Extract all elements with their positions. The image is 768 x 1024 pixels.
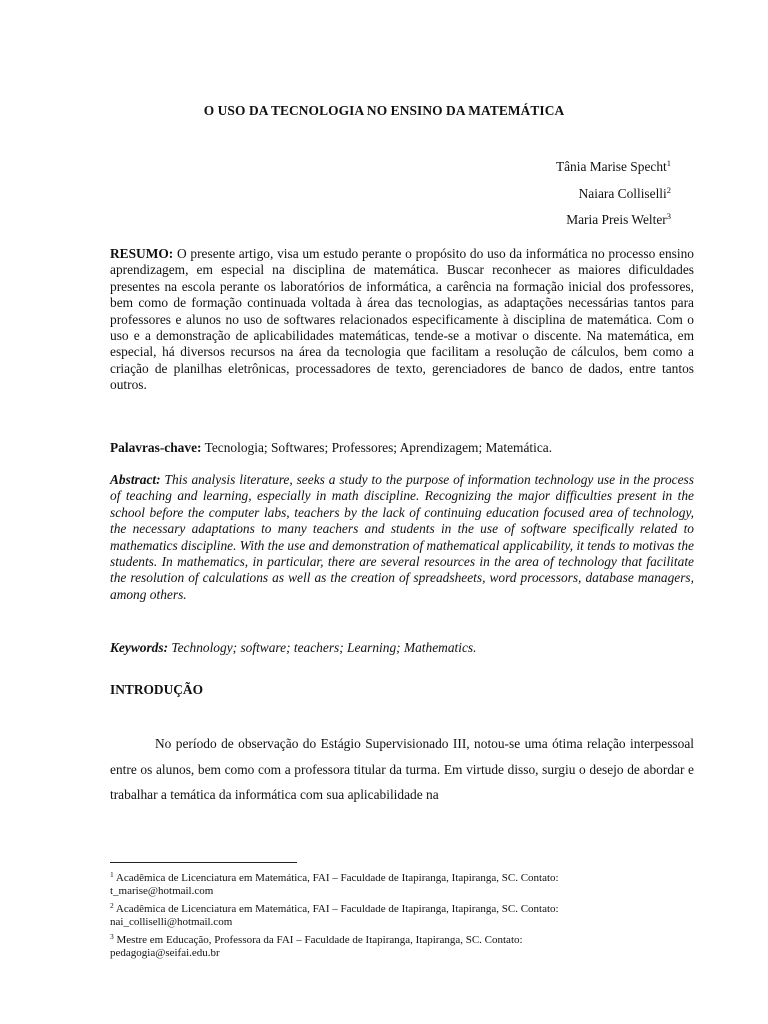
author-line	[556, 179, 671, 206]
footnote-number: 2	[110, 900, 114, 910]
abstract-label: Abstract:	[110, 472, 161, 487]
footnote-text: Mestre em Educação, Professora da FAI – Faculdade de Itapiranga, Itapiranga, SC. Contato:	[116, 933, 523, 946]
footnote-separator	[110, 862, 297, 863]
resumo-text: O presente artigo, visa um estudo perante o propósito do uso da informática no processo ensino aprendizagem, em especial na disciplina de matemática. Buscar reconhecer as maiores dificuldades presentes na escola perante os laboratórios de informática, a carência na formação inicial dos professores, bem como de formação continuada voltada à área das tecnologias, as adaptações necessárias tantos para professores e alunos no uso de softwares relacionados especificamente à disciplina de matemática. Com o uso e a demonstração de aplicabilidades matemáticas, tende-se a motivar o discente. Na matemática, em especial, há diversos recursos na área da tecnologia que facilitam a resolução de cálculos, bem como a criação de planilhas eletrônicas, processadores de texto, gerenciadores de banco de dados, entre tantos outros.	[110, 246, 694, 393]
intro-paragraph: No período de observação do Estágio Supervisionado III, notou-se uma ótima relação interpessoal entre os alunos, bem como com a professora titular da turma. Em virtude disso, surgiu o desejo de abordar e trabalhar a temática da informática com sua aplicabilidade na	[110, 736, 694, 802]
abstract-text: This analysis literature, seeks a study to the purpose of information technology use in the process of teaching and learning, especially in math discipline. Recognizing the major difficulties present in the school before the computer labs, teachers by the lack of continuing education focused area of technology, the necessary adaptations to many teachers and students in the use of software specifically related to mathematics discipline. With the use and demonstration of mathematical applicability, it tends to motivas the students. In mathematics, in particular, there are several resources in the area of technology that facilitate the resolution of calculations as well as the creation of spreadsheets, word processors, database managers, among others.	[110, 472, 694, 602]
footnote-contact: pedagogia@seifai.edu.br	[110, 947, 220, 960]
resumo-paragraph	[110, 246, 694, 394]
footnote-contact: t_marise@hotmail.com	[110, 885, 214, 898]
footnote-text: Acadêmica de Licenciatura em Matemática, FAI – Faculdade de Itapiranga, Itapiranga, SC. Contato:	[115, 902, 559, 915]
footnote-mark: 3	[666, 211, 671, 221]
footnote	[110, 930, 694, 961]
footnote	[110, 899, 694, 930]
footnote-text: Acadêmica de Licenciatura em Matemática, FAI – Faculdade de Itapiranga, Itapiranga, SC. Contato:	[115, 872, 559, 884]
section-heading: INTRODUÇÃO	[110, 682, 203, 697]
author-list	[556, 152, 671, 232]
author-name: Tânia Marise Specht	[555, 159, 667, 174]
palavras-chave-label: Palavras-chave:	[110, 440, 202, 455]
author-name: Maria Preis Welter	[566, 212, 667, 227]
keywords-text: Technology; software; teachers; Learning; Mathematics.	[171, 640, 477, 655]
footnote-mark: 1	[666, 158, 671, 168]
footnote-contact: nai_colliselli@hotmail.com	[110, 916, 233, 929]
palavras-chave-paragraph	[110, 440, 694, 456]
footnotes	[110, 868, 694, 960]
author-name: Naiara Colliselli	[578, 185, 667, 201]
keywords-paragraph	[110, 640, 694, 656]
paper-title: O USO DA TECNOLOGIA NO ENSINO DA MATEMÁTICA	[203, 103, 565, 118]
palavras-chave-text: Tecnologia; Softwares; Professores; Aprendizagem; Matemática.	[204, 440, 553, 455]
footnote	[110, 868, 694, 899]
footnote-number: 3	[110, 931, 114, 941]
footnote-mark: 2	[666, 184, 671, 195]
author-line	[556, 152, 671, 179]
keywords-label: Keywords:	[110, 640, 169, 655]
footnote-number: 1	[110, 870, 114, 879]
abstract-paragraph	[110, 472, 694, 603]
author-line	[556, 205, 671, 232]
resumo-label: RESUMO:	[110, 246, 174, 261]
